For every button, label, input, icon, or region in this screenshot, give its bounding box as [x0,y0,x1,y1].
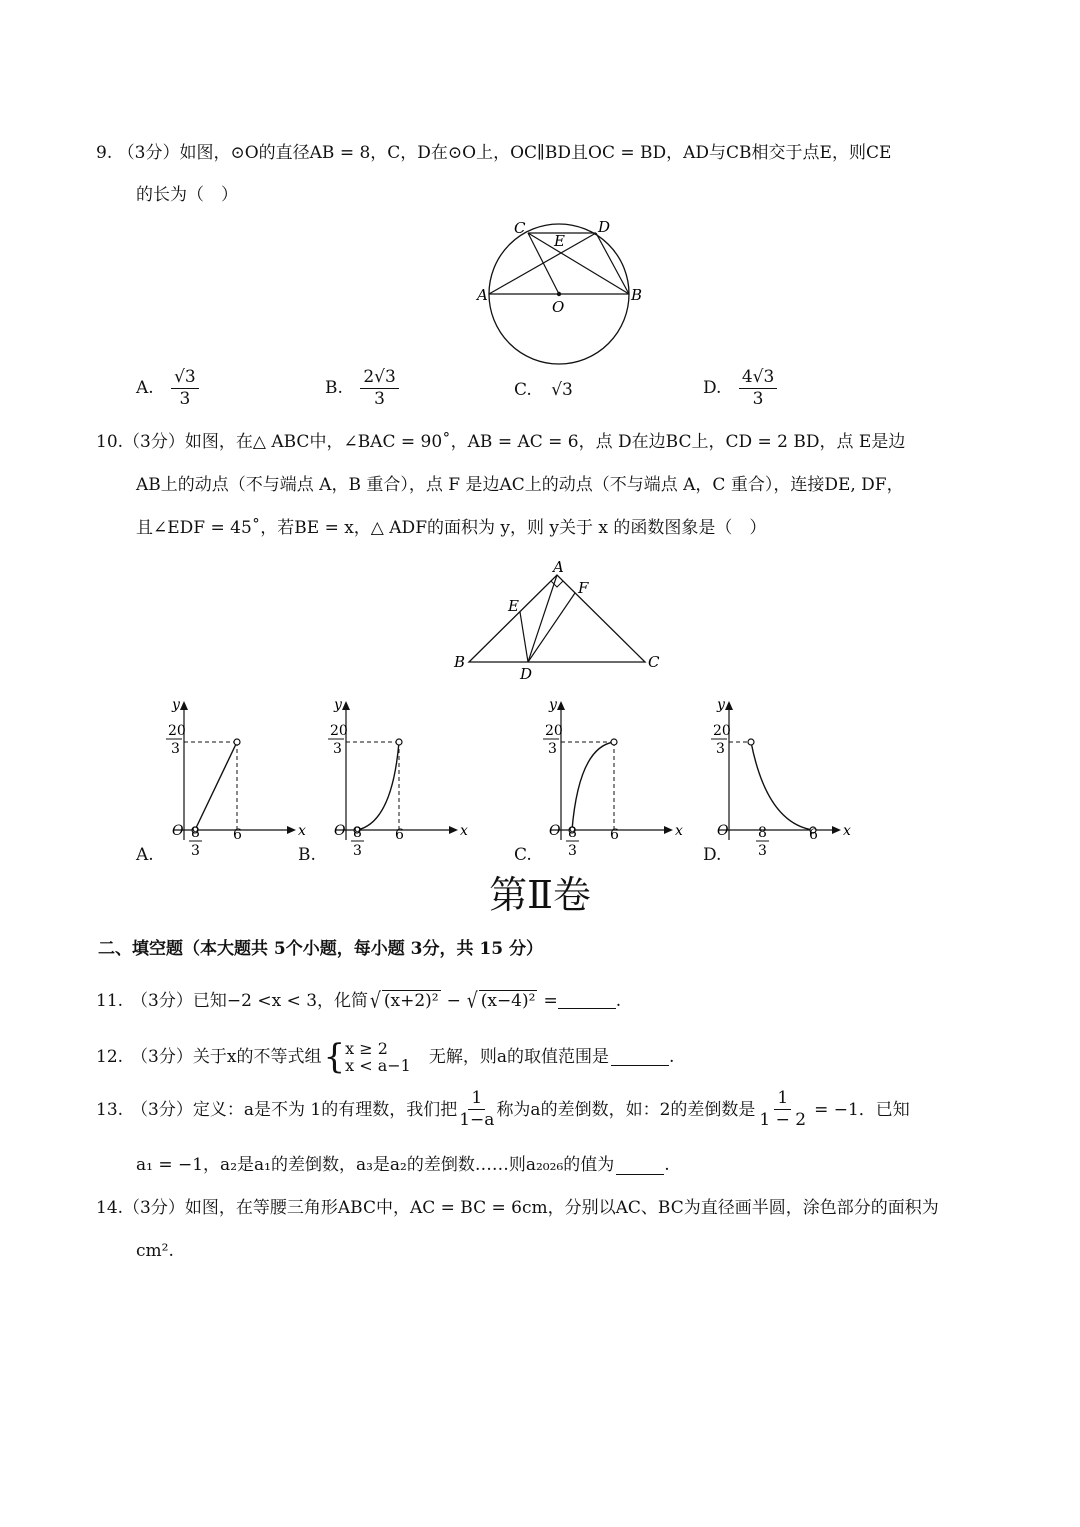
q13-line1 [96,1090,910,1129]
y-tick-numerator: 20 [545,723,563,739]
q14-stem-line1: 如图，在等腰三角形ABC中，AC = BC = 6cm，分别以AC、BC为直径画半圆，涂色部分的面积为 [184,1198,939,1218]
y-axis-label: y [334,697,342,713]
function-curve [572,742,614,830]
x-axis-arrow-icon [287,826,296,834]
section-heading: 二、填空题（本大题共 5个小题，每小题 3分，共 15 分） [98,939,543,959]
label-d: D [598,218,611,236]
q10-option-letter-d[interactable]: D. [703,845,722,865]
open-endpoint [748,739,754,745]
q10-graph-option-c[interactable] [515,695,690,870]
inequality-system [345,1040,411,1074]
label-f: F [578,579,589,597]
q11-number: 11. [96,990,124,1011]
q13-score: （3分） [131,1099,193,1120]
segment-de [520,612,528,662]
q14-stem-line2: cm². [136,1241,174,1261]
system-brace: { [323,1037,346,1077]
q11-radicand-1: (x+2)² [383,991,439,1011]
q13-stem-line2: a₁ = −1，a₂是a₁的差倒数，a₃是a₂的差倒数……则a₂₀₂₆的值为 [136,1155,615,1175]
segment-bd [596,233,629,294]
q11-answer-blank[interactable] [558,992,616,1009]
x-tick-six: 6 [233,827,242,843]
x-axis-arrow-icon [449,826,458,834]
origin-label: O [549,823,561,839]
option-letter: D. [703,378,722,398]
y-axis-arrow-icon [180,701,188,710]
label-o: O [552,298,565,316]
q14-line1 [96,1198,939,1218]
x-tick-numerator: 8 [758,825,767,841]
y-tick-denominator: 3 [333,741,342,757]
segment-df [528,593,575,662]
q12-period: . [668,1047,675,1067]
q10-line1 [96,432,905,452]
q12-post: 无解，则a的取值范围是 [428,1047,609,1067]
q11-minus: − [446,990,461,1011]
option-numerator: 4√3 [739,369,777,389]
fraction2-denominator: 1 − 2 [759,1110,807,1130]
q12-answer-blank[interactable] [611,1049,669,1066]
inequality-2: x < a−1 [345,1056,411,1075]
q10-option-letter-a[interactable]: A. [136,845,154,865]
option-numerator: 2√3 [360,369,398,389]
open-endpoint [234,739,240,745]
fraction1-denominator: 1−a [459,1110,495,1130]
y-tick-denominator: 3 [171,741,180,757]
q12-stem: 关于x的不等式组 [192,1047,322,1067]
x-tick-numerator: 8 [568,825,577,841]
option-numerator: √3 [171,369,199,389]
open-endpoint [396,739,402,745]
y-tick-denominator: 3 [548,741,557,757]
x-axis-label: x [298,823,306,839]
q9-option-c[interactable] [514,380,573,400]
q9-score: （3分） [117,143,180,163]
q9-stem-line2: 的长为（ ） [136,185,238,205]
label-e: E [508,597,519,615]
q10-stem-line3: 且∠EDF = 45˚，若BE = x，△ ADF的面积为 y，则 y关于 x 的函数图象是（ ） [136,518,767,538]
q12-number: 12. [96,1047,124,1067]
q9-option-d[interactable] [703,369,779,408]
x-axis-arrow-icon [832,826,841,834]
q11-stem: 已知−2 <x < 3，化简 [192,990,369,1011]
option-letter: A. [136,378,154,398]
y-axis-arrow-icon [557,701,565,710]
q9-line1 [96,143,891,163]
function-curve [751,742,813,830]
open-endpoint [611,739,617,745]
origin-label: O [334,823,346,839]
q9-circle-figure [470,215,650,365]
label-c: C [648,653,660,671]
q11-equals: = [543,990,558,1011]
fraction1-numerator: 1 [468,1090,485,1110]
y-axis-arrow-icon [342,701,350,710]
x-axis-arrow-icon [664,826,673,834]
x-tick-six: 6 [395,827,404,843]
label-d: D [520,665,533,683]
x-tick-denominator: 3 [353,843,362,859]
q10-option-letter-c[interactable]: C. [514,845,532,865]
y-tick-numerator: 20 [713,723,731,739]
function-curve [357,742,399,830]
x-tick-denominator: 3 [568,843,577,859]
center-dot [557,292,561,296]
q9-number: 9. [96,143,113,163]
option-letter: C. [514,380,532,400]
q11-period: . [615,990,622,1011]
y-axis-label: y [172,697,180,713]
q10-graph-option-d[interactable] [705,695,880,870]
q12-line [96,1037,675,1077]
q11-radicand-2: (x−4)² [480,991,536,1011]
y-tick-denominator: 3 [716,741,725,757]
q12-score: （3分） [131,1047,193,1067]
q10-graph-option-b[interactable] [300,695,475,870]
x-axis-label: x [460,823,468,839]
origin-label: O [172,823,184,839]
q13-stem-pre: 定义：a是不为 1的有理数，我们把 [192,1099,458,1120]
x-tick-numerator: 8 [191,825,200,841]
label-e: E [554,232,565,250]
option-value: √3 [551,380,573,400]
q13-answer-blank[interactable] [616,1156,664,1175]
q10-score: （3分） [123,432,185,452]
section-title: 第Ⅱ卷 [489,873,591,917]
option-denominator: 3 [752,389,764,409]
label-a: A [477,286,488,304]
y-axis-arrow-icon [725,701,733,710]
q9-option-a[interactable] [136,369,201,408]
y-tick-numerator: 20 [168,723,186,739]
x-tick-six: 6 [610,827,619,843]
q10-graph-option-a[interactable] [138,695,313,870]
fraction2-numerator: 1 [774,1090,791,1110]
label-b: B [631,286,643,304]
q11-line: 11. （3分） 已知−2 <x < 3，化简 √ (x+2)² − √ (x−4)² = . [96,988,622,1013]
q11-score: （3分） [131,990,193,1011]
inequality-1: x ≥ 2 [345,1039,388,1058]
q10-triangle-figure [450,555,670,685]
q10-number: 10. [96,432,124,452]
y-tick-numerator: 20 [330,723,348,739]
segment-ad [528,575,557,662]
q10-option-letter-b[interactable]: B. [298,845,316,865]
q10-stem-line1: 如图，在△ ABC中，∠BAC = 90˚，AB = AC = 6，点 D在边BC上，CD = 2 BD，点 E是边 [184,432,906,452]
option-denominator: 3 [374,389,385,409]
option-letter: B. [325,378,343,398]
q13-number: 13. [96,1099,124,1120]
label-b: B [454,653,466,671]
q10-stem-line2: AB上的动点（不与端点 A，B 重合），点 F 是边AC上的动点（不与端点 A，C 重合），连接DE, DF， [136,475,904,495]
label-a: A [553,558,564,576]
x-tick-six: 6 [809,827,818,843]
q9-option-b[interactable] [325,369,401,408]
x-tick-denominator: 3 [191,843,200,859]
option-denominator: 3 [179,389,191,409]
q9-stem-line1: 如图，⊙O的直径AB = 8，C，D在⊙O上，OC∥BD且OC = BD，AD与CB相交于点E，则CE [179,143,892,163]
label-c: C [514,219,526,237]
y-axis-label: y [717,697,725,713]
y-axis-label: y [549,697,557,713]
function-curve [195,742,237,830]
q13-period: . [664,1155,670,1175]
origin-label: O [717,823,729,839]
x-axis-label: x [843,823,851,839]
q13-stem-post: = −1．已知 [814,1099,910,1120]
q13-line2 [136,1155,670,1175]
q13-stem-mid: 称为a的差倒数，如：2的差倒数是 [496,1099,756,1120]
x-tick-denominator: 3 [758,843,767,859]
x-tick-numerator: 8 [353,825,362,841]
q14-score: （3分） [123,1198,185,1218]
q14-number: 14. [96,1198,124,1218]
x-axis-label: x [675,823,683,839]
